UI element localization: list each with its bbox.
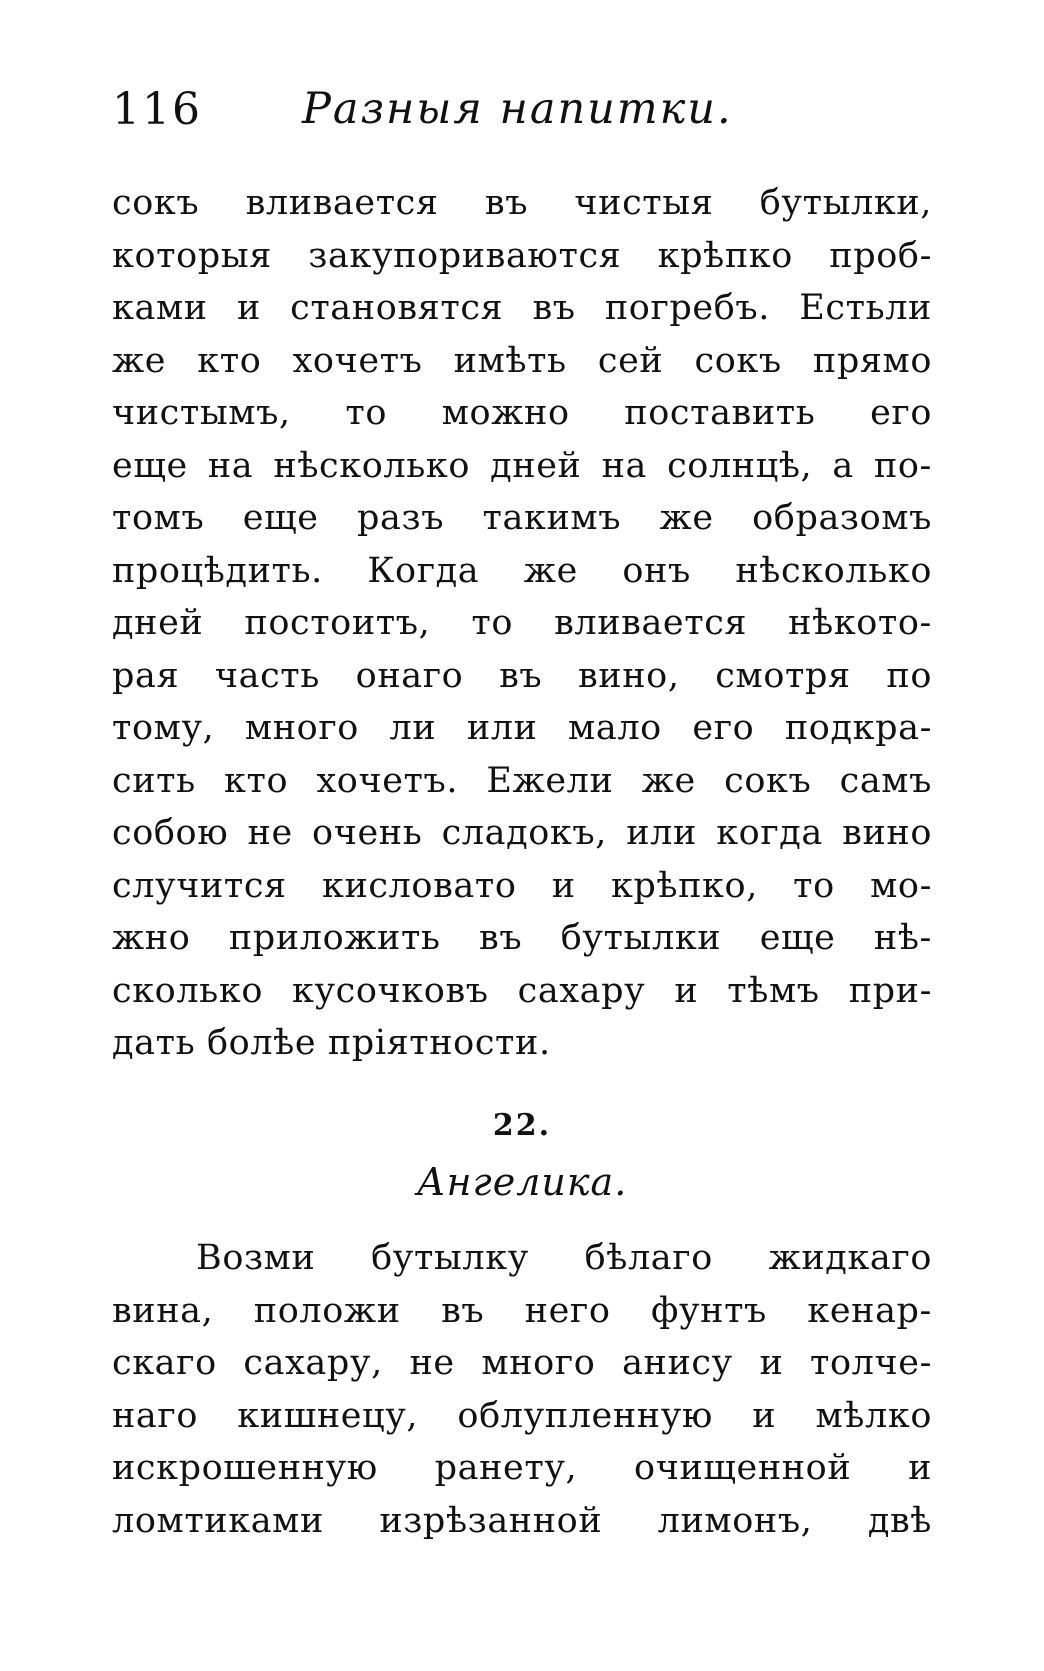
text-line: же кто хочетъ имѣть сей сокъ прямо: [112, 340, 932, 381]
text-line: процѣдить. Когда же онъ нѣсколько: [112, 550, 932, 591]
text-line: жно приложить въ бутылки еще нѣ-: [112, 918, 932, 958]
text-line: вина, положи въ него фунтъ кенар-: [112, 1290, 932, 1331]
section-title: Ангелика.: [416, 1160, 628, 1204]
page-number: 116: [112, 84, 202, 135]
paragraph-continuation: [112, 177, 932, 1070]
text-line: искрошенную ранету, очищенной и: [112, 1448, 932, 1488]
text-line: скаго сахару, не много анису и толче-: [112, 1343, 932, 1383]
running-title: Разныя напитки.: [302, 84, 733, 134]
text-line: чистымъ, то можно поставить его: [112, 393, 932, 433]
text-line: наго кишнецу, облупленную и мѣлко: [112, 1395, 932, 1436]
text-line: ломтиками изрѣзанной лимонъ, двѣ: [112, 1500, 932, 1541]
text-line: сокъ вливается въ чистыя бутылки,: [112, 183, 932, 223]
text-line: собою не очень сладокъ, или когда вино: [112, 813, 932, 853]
text-line: тому, много ли или мало его подкра-: [112, 708, 932, 748]
text-line: рая часть онаго въ вино, смотря по: [112, 655, 932, 696]
page-header: [112, 76, 932, 146]
text-line: случится кисловато и крѣпко, то мо-: [112, 865, 932, 906]
section-number: 22.: [492, 1108, 552, 1143]
text-line: дать болѣе пріятности.: [112, 1023, 551, 1063]
text-line: дней постоитъ, то вливается нѣкото-: [112, 603, 932, 643]
text-line: томъ еще разъ такимъ же образомъ: [112, 498, 932, 538]
text-line: которыя закупориваются крѣпко проб-: [112, 235, 932, 276]
recipe-paragraph: [112, 1232, 932, 1547]
text-line: еще на нѣсколько дней на солнцѣ, а по-: [112, 445, 932, 486]
text-line: сколько кусочковъ сахару и тѣмъ при-: [112, 970, 932, 1011]
text-line: ками и становятся въ погребъ. Естьли: [112, 288, 932, 328]
text-line: Возми бутылку бѣлаго жидкаго: [196, 1238, 932, 1278]
text-line: сить кто хочетъ. Ежели же сокъ самъ: [112, 760, 932, 801]
